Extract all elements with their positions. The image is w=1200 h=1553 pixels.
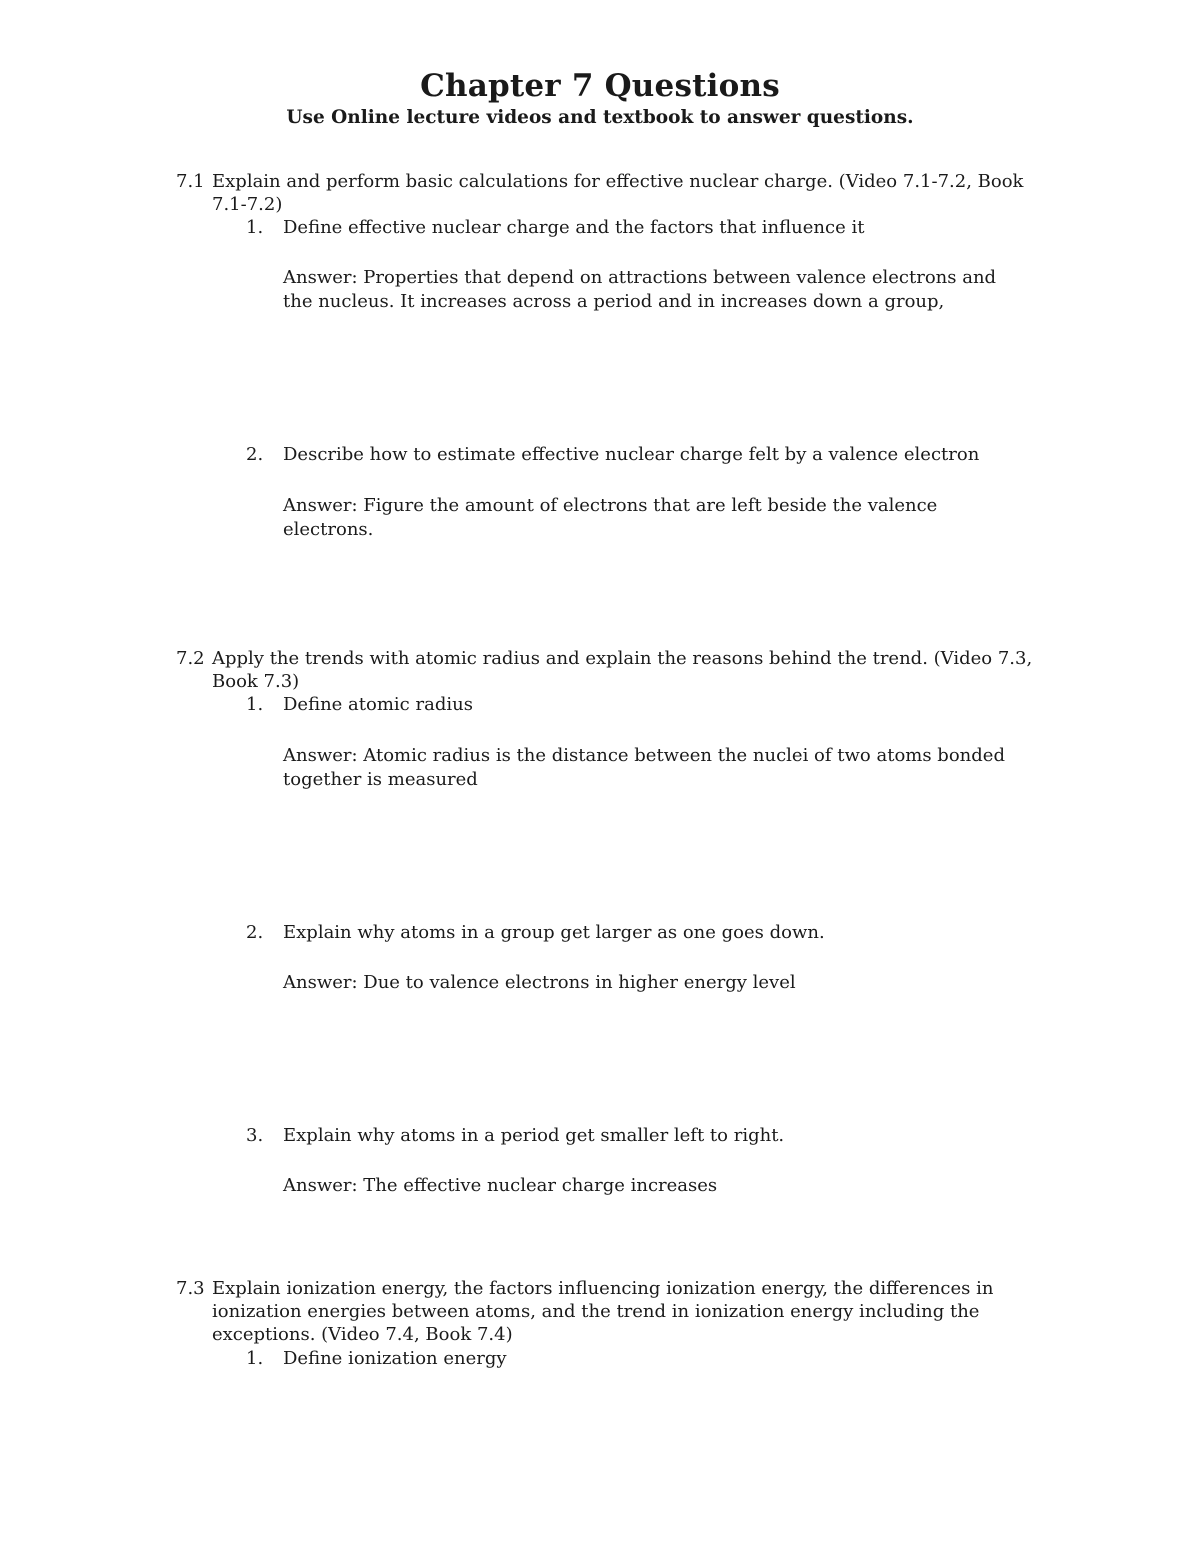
section-heading: Explain ionization energy, the factors influencing ionization energy, the differences in ionization energies between atoms, and the trend in ionization energy including the exceptions. (Video 7.4, Book 7.4) xyxy=(212,1278,994,1345)
question-text: Define effective nuclear charge and the factors that influence it xyxy=(283,217,865,238)
question-number: 2. xyxy=(246,922,264,943)
question-number: 3. xyxy=(246,1125,264,1146)
page-subtitle: Use Online lecture videos and textbook to answer questions. xyxy=(286,107,914,128)
question-text: Define ionization energy xyxy=(283,1348,507,1369)
question-text: Define atomic radius xyxy=(283,694,473,715)
section-number: 7.2 xyxy=(176,648,205,669)
answer-text: Answer: Properties that depend on attractions between valence electrons and the nucleus. It increases across a period and in increases down a group, xyxy=(283,267,997,312)
question-number: 1. xyxy=(246,217,264,238)
question-text: Describe how to estimate effective nuclear charge felt by a valence electron xyxy=(283,444,980,465)
answer-text: Answer: Due to valence electrons in higher energy level xyxy=(283,972,796,993)
question-number: 1. xyxy=(246,1348,264,1369)
section-heading: Apply the trends with atomic radius and explain the reasons behind the trend. (Video 7.3, Book 7.3) xyxy=(212,648,1033,692)
answer-text: Answer: Figure the amount of electrons that are left beside the valence electrons. xyxy=(283,495,938,540)
section-number: 7.3 xyxy=(176,1278,205,1299)
question-text: Explain why atoms in a period get smaller left to right. xyxy=(283,1125,785,1146)
question-number: 2. xyxy=(246,444,264,465)
question-number: 1. xyxy=(246,694,264,715)
answer-text: Answer: The effective nuclear charge increases xyxy=(283,1175,718,1196)
section-heading: Explain and perform basic calculations for effective nuclear charge. (Video 7.1-7.2, Book 7.1-7.2) xyxy=(212,171,1024,215)
section-number: 7.1 xyxy=(176,171,205,192)
page-title: Chapter 7 Questions xyxy=(420,68,780,104)
answer-text: Answer: Atomic radius is the distance between the nuclei of two atoms bonded together is measured xyxy=(283,745,1005,790)
question-text: Explain why atoms in a group get larger as one goes down. xyxy=(283,922,825,943)
